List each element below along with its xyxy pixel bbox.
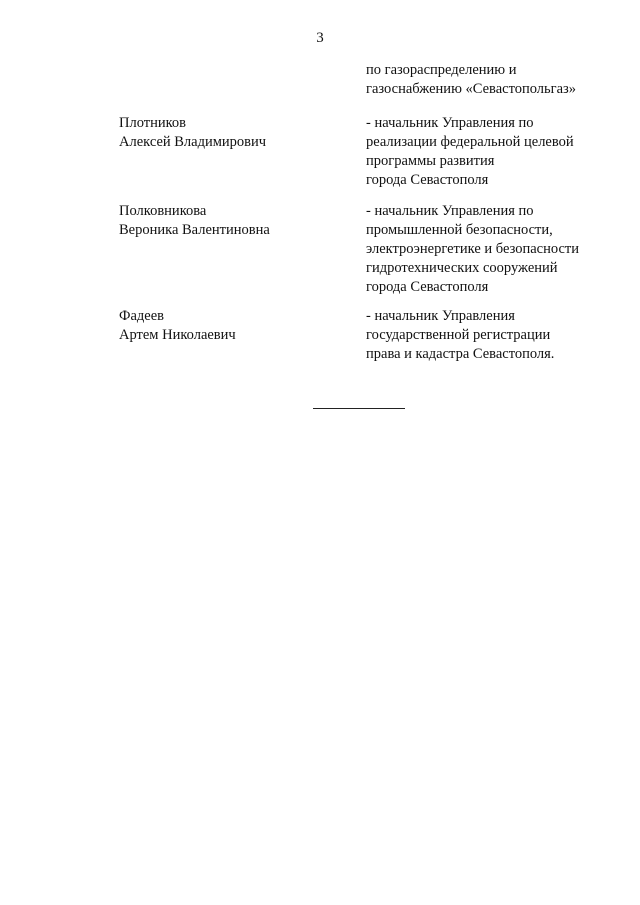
entry-3-given-names: Артем Николаевич [119,327,236,343]
continuation-line-2: газоснабжению «Севастопольгаз» [366,81,577,97]
entry-2-given-names: Вероника Валентиновна [119,222,270,238]
entry-2-description-line-2: промышленной безопасности, [366,222,553,238]
entry-1-surname: Плотников [119,115,187,131]
entry-1-description-line-4: города Севастополя [366,172,489,188]
entry-1-description-line-3: программы развития [366,153,495,169]
entry-2-description-line-5: города Севастополя [366,279,489,295]
entry-2-surname: Полковникова [119,203,207,219]
end-separator-line [313,408,405,409]
entry-3-description-line-1: - начальник Управления [366,308,515,324]
entry-2-description-line-1: - начальник Управления по [366,203,534,219]
page-number: 3 [316,30,324,46]
entry-3-description-line-2: государственной регистрации [366,327,551,343]
continuation-line-1: по газораспределению и [366,62,517,78]
entry-3-description-line-3: права и кадастра Севастополя. [366,346,555,362]
entry-2-description-line-4: гидротехнических сооружений [366,260,558,276]
entry-1-description-line-2: реализации федеральной целевой [366,134,574,150]
entry-2-description-line-3: электроэнергетике и безопасности [366,241,579,257]
entry-3-surname: Фадеев [119,308,164,324]
entry-1-description-line-1: - начальник Управления по [366,115,534,131]
entry-1-given-names: Алексей Владимирович [119,134,267,150]
